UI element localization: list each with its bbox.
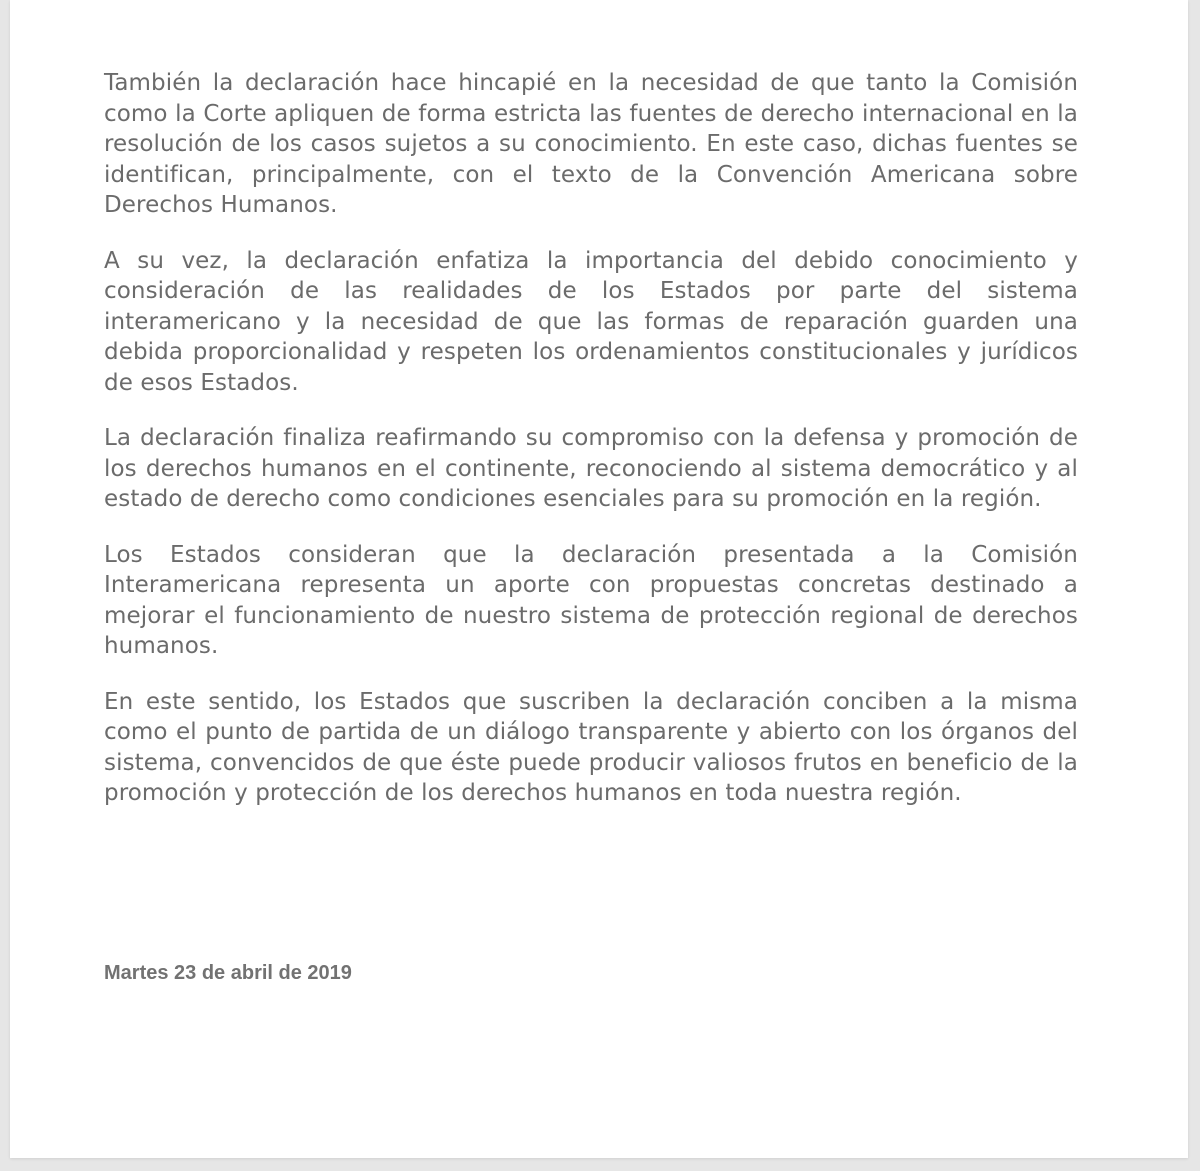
document-page (10, 0, 1188, 1158)
document-date: Martes 23 de abril de 2019 (104, 962, 352, 984)
paragraph-2: A su vez, la declaración enfatiza la importancia del debido conocimiento y consideración de las realidades de los Estados por parte del sistema interamericano y la necesidad de que las formas de reparación guarden una debida proporcionalidad y respeten los ordenamientos constitucionales y jurídicos de esos Estados. (104, 247, 1078, 396)
document-body (104, 68, 1078, 834)
paragraph-3: La declaración finaliza reafirmando su compromiso con la defensa y promoción de los derechos humanos en el continente, reconociendo al sistema democrático y al estado de derecho como condiciones esenciales para su promoción en la región. (104, 425, 1078, 512)
paragraph-1: También la declaración hace hincapié en la necesidad de que tanto la Comisión como la Corte apliquen de forma estricta las fuentes de derecho internacional en la resolución de los casos sujetos a su conocimiento. En este caso, dichas fuentes se identifican, principalmente, con el texto de la Convención Americana sobre Derechos Humanos. (104, 70, 1078, 218)
paragraph-5: En este sentido, los Estados que suscriben la declaración conciben a la misma como el punto de partida de un diálogo transparente y abierto con los órganos del sistema, convencidos de que éste puede producir valiosos frutos en beneficio de la promoción y protección de los derechos humanos en toda nuestra región. (104, 688, 1078, 806)
paragraph-4: Los Estados consideran que la declaración presentada a la Comisión Interamericana representa un aporte con propuestas concretas destinado a mejorar el funcionamiento de nuestro sistema de protección regional de derechos humanos. (104, 541, 1078, 659)
